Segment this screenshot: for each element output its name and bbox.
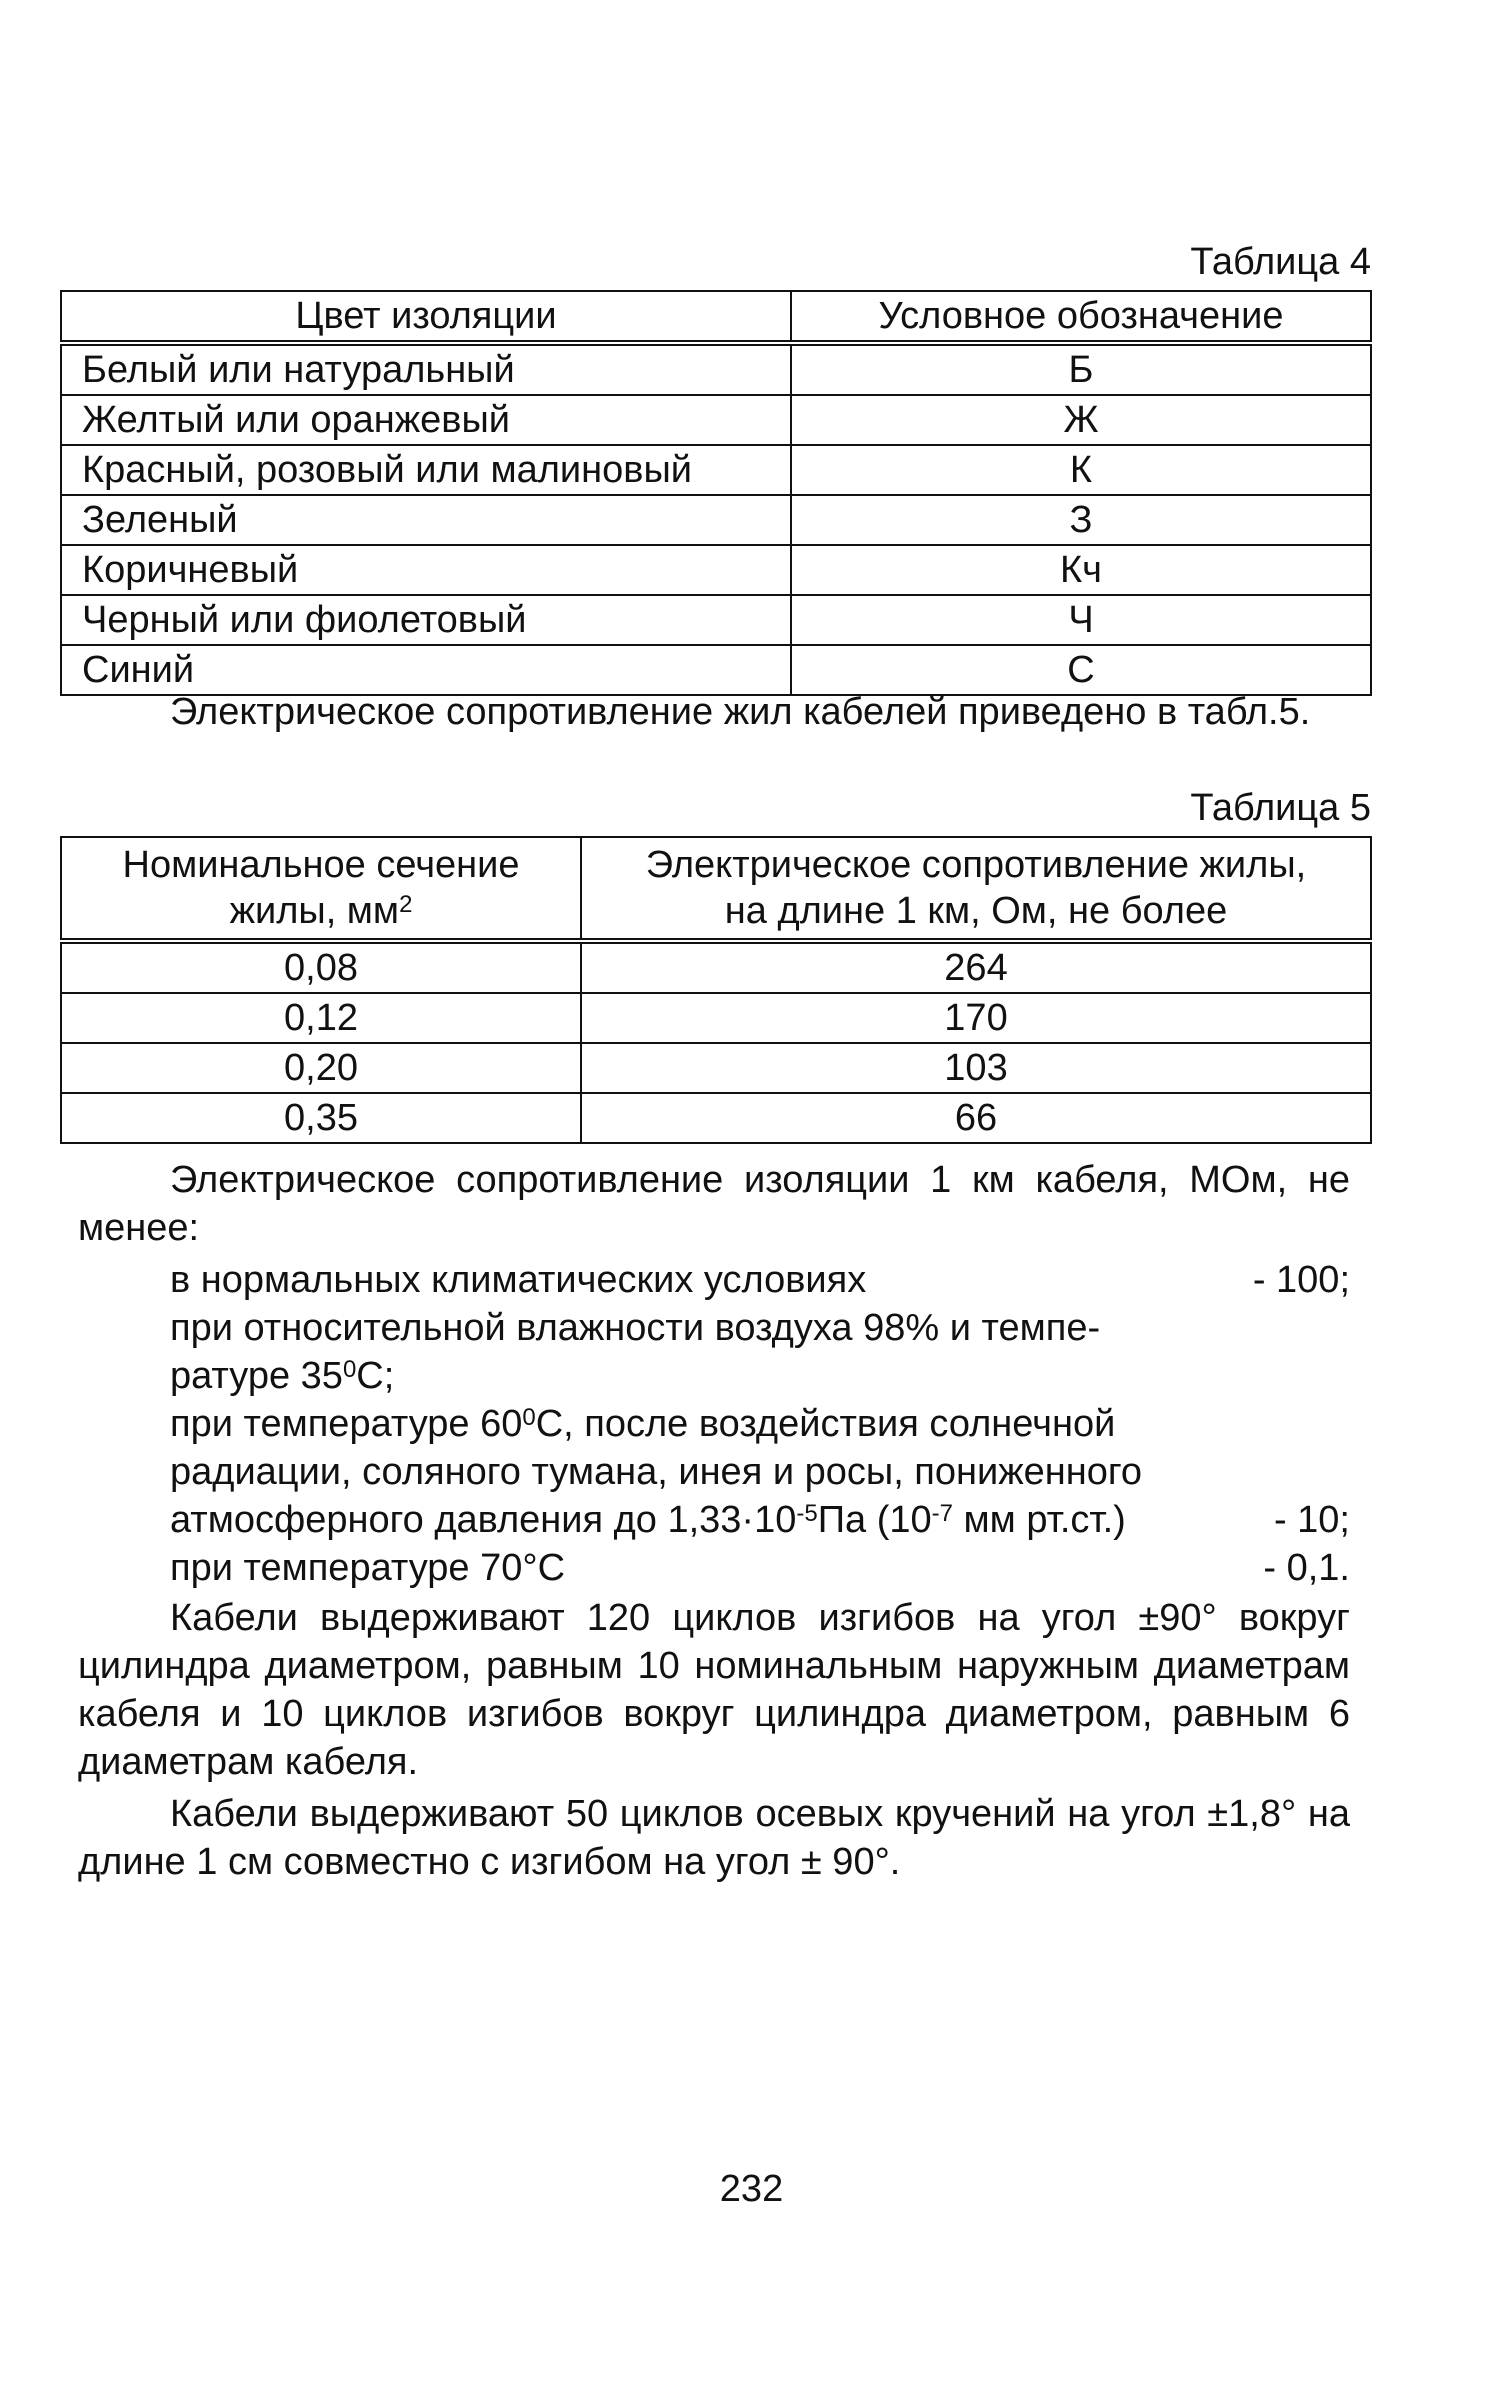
table4-cell: Коричневый — [61, 545, 791, 595]
table4 — [60, 290, 1372, 696]
table5-caption: Таблица 5 — [1190, 787, 1371, 829]
table4-cell: Ж — [791, 395, 1371, 445]
condition-humidity-line1: при относительной влажности воздуха 98% и темпе- — [170, 1307, 1101, 1349]
condition-temp60-line1: при температуре $60^0С$, после воздействия солнечной — [170, 1403, 1116, 1445]
table4-cell: Белый или натуральный — [61, 343, 791, 395]
table5-cell: 170 — [581, 993, 1371, 1043]
paragraph-resistance-intro: Электрическое сопротивление жил кабелей приведено в табл.5. — [170, 691, 1311, 733]
condition-temp60-line2: радиации, соляного тумана, инея и росы, пониженного — [170, 1451, 1143, 1493]
condition-normal-value: - 100; — [1252, 1259, 1350, 1301]
page-number: 232 — [719, 2168, 784, 2210]
table5-cell: 0,35 — [61, 1093, 581, 1143]
condition-temp70-value: - 0,1. — [1263, 1547, 1350, 1589]
table5-header-resistance-line1: Электрическое сопротивление жилы, — [645, 844, 1307, 886]
table4-row — [61, 445, 1371, 495]
condition-temp60-value: - 10; — [1273, 1499, 1350, 1541]
table5-cell: 66 — [581, 1093, 1371, 1143]
table4-row — [61, 545, 1371, 595]
condition-humidity-line2: ратуре $35^0С$; — [170, 1355, 395, 1397]
table4-caption: Таблица 4 — [1190, 241, 1371, 283]
table5-cell: 264 — [581, 941, 1371, 993]
table5-header-section — [61, 837, 581, 941]
table4-cell: Б — [791, 343, 1371, 395]
table4-row — [61, 595, 1371, 645]
table5-header-section-line2: жилы, $мм^2$ — [229, 890, 413, 932]
table4-cell: Черный или фиолетовый — [61, 595, 791, 645]
table4-row — [61, 495, 1371, 545]
table4-cell: С — [791, 645, 1371, 695]
table5-header-resistance-line2: на длине 1 км, Ом, не более — [724, 890, 1228, 932]
table5-header-row — [61, 837, 1371, 941]
table5-row — [61, 1043, 1371, 1093]
table4-cell: Синий — [61, 645, 791, 695]
condition-temp70: при температуре 70°С - 0,1. — [170, 1544, 1350, 1592]
table4-header-row — [61, 291, 1371, 343]
table5-cell: 103 — [581, 1043, 1371, 1093]
table5 — [60, 836, 1372, 1144]
paragraph-bending: Кабели выдерживают 120 циклов изгибов на угол ±90° вокруг цилиндра диаметром, равным 10 номинальным наружным диаметрам кабеля и 10 циклов изгибов вокруг цилиндра диаметром, равным 6 диаметрам кабеля. — [78, 1597, 1350, 1783]
condition-temp60-line3: атмосферного давления до $1,33\cdot 10^{-5}Па$ ($10^{-7}$ мм рт.ст.) - 10; — [170, 1496, 1350, 1544]
table4-row — [61, 395, 1371, 445]
table5-cell: 0,20 — [61, 1043, 581, 1093]
table5-row — [61, 941, 1371, 993]
table5-cell: 0,12 — [61, 993, 581, 1043]
table4-cell: З — [791, 495, 1371, 545]
paragraph-torsion: Кабели выдерживают 50 циклов осевых кручений на угол ±1,8° на длине 1 см совместно с изгибом на угол ± 90°. — [78, 1793, 1350, 1883]
condition-normal: в нормальных климатических условиях - 100; — [170, 1256, 1350, 1304]
table5-header-section-line1: Номинальное сечение — [122, 844, 520, 886]
table5-cell: 0,08 — [61, 941, 581, 993]
table5-row — [61, 1093, 1371, 1143]
table4-cell: Красный, розовый или малиновый — [61, 445, 791, 495]
paragraph-insulation-intro: Электрическое сопротивление изоляции 1 км кабеля, МОм, не менее: — [78, 1159, 1350, 1249]
table4-row — [61, 343, 1371, 395]
table5-row — [61, 993, 1371, 1043]
table4-cell: Ч — [791, 595, 1371, 645]
table4-header-color: Цвет изоляции — [61, 291, 791, 343]
conditions-list — [170, 1256, 1350, 1592]
table4-cell: Желтый или оранжевый — [61, 395, 791, 445]
table4-cell: Зеленый — [61, 495, 791, 545]
table5-header-resistance — [581, 837, 1371, 941]
table4-header-code: Условное обозначение — [791, 291, 1371, 343]
table4-cell: К — [791, 445, 1371, 495]
table4-cell: Кч — [791, 545, 1371, 595]
